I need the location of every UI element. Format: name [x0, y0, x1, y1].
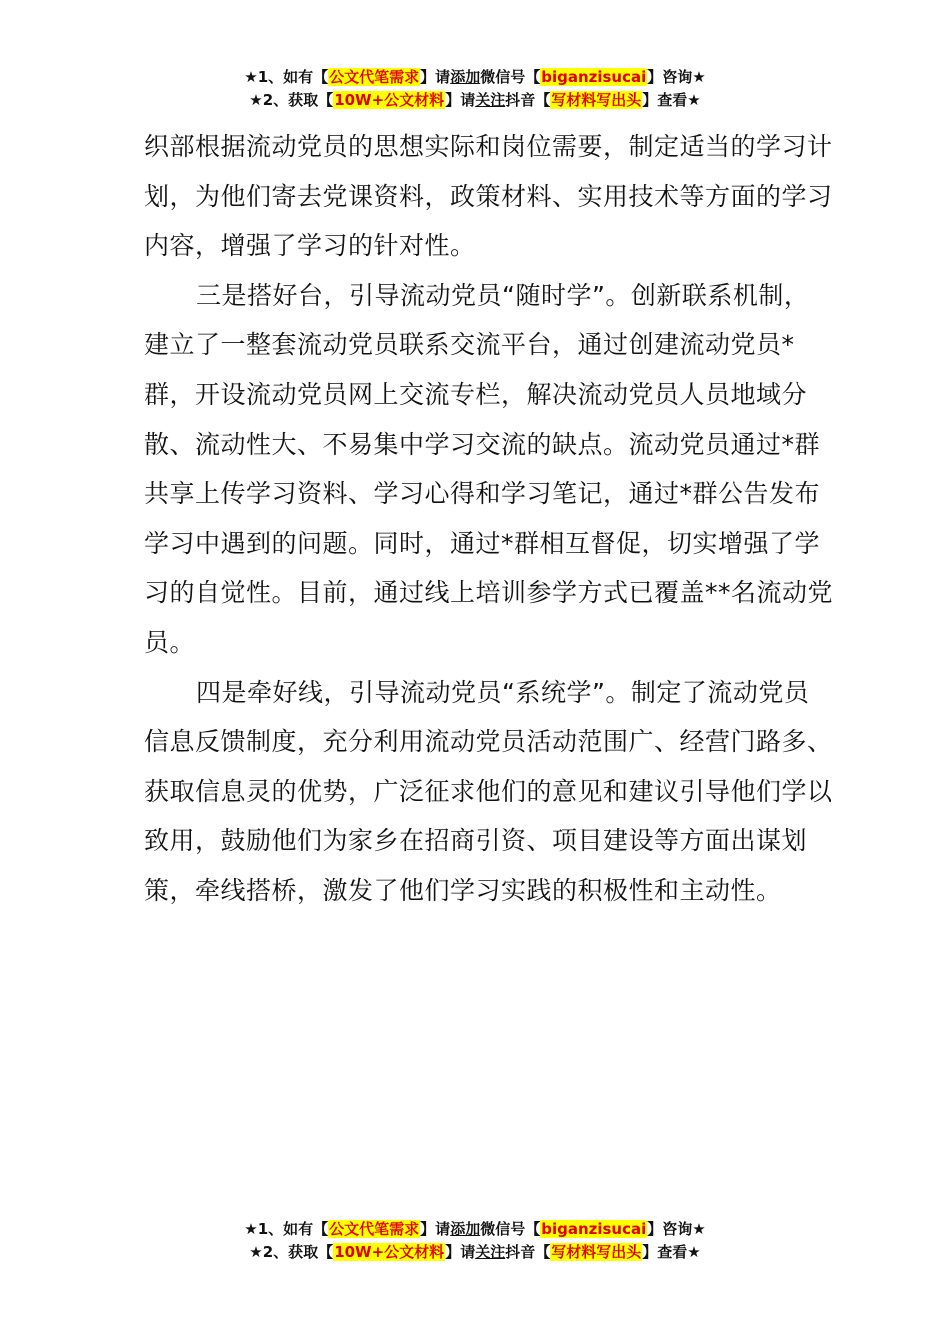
banner-text: 】请 [445, 1243, 476, 1261]
paragraph-1: 织部根据流动党员的思想实际和岗位需要，制定适当的学习计划，为他们寄去党课资料，政策材料、实用技术等方面的学习内容，增强了学习的针对性。 [144, 132, 833, 261]
banner-text: 微信号【 [480, 1220, 541, 1238]
banner-underlined-text: 关注 [475, 91, 506, 109]
banner-highlight: biganzisucai [541, 1220, 647, 1238]
banner-highlight: 公文代笔需求 [329, 68, 420, 86]
banner-text: 】查看★ [642, 91, 701, 109]
banner-text: ★1、如有【 [244, 1220, 329, 1238]
banner-highlight: 10W+公文材料 [334, 1243, 445, 1261]
banner-highlight: biganzisucai [541, 68, 647, 86]
banner-line-1 [0, 1218, 950, 1241]
footer-banner [0, 1218, 950, 1264]
banner-text: ★2、获取【 [249, 91, 334, 109]
banner-underlined-text: 添加 [450, 1220, 481, 1238]
banner-highlight: 公文代笔需求 [329, 1220, 420, 1238]
banner-text: 】请 [445, 91, 476, 109]
banner-line-1 [0, 66, 950, 89]
banner-text: 】咨询★ [647, 68, 706, 86]
banner-text: 】查看★ [642, 1243, 701, 1261]
banner-text: 】请 [420, 1220, 451, 1238]
banner-line-2 [0, 89, 950, 112]
paragraph-3: 四是牵好线，引导流动党员“系统学”。制定了流动党员信息反馈制度，充分利用流动党员活动范围广、经营门路多、获取信息灵的优势，广泛征求他们的意见和建议引导他们学以致用，鼓励他们为家乡在招商引资、项目建设等方面出谋划策，牵线搭桥，激发了他们学习实践的积极性和主动性。 [144, 677, 833, 905]
banner-highlight: 写材料写出头 [551, 91, 642, 109]
banner-text: 】请 [420, 68, 451, 86]
banner-underlined-text: 添加 [450, 68, 481, 86]
banner-underlined-text: 关注 [475, 1243, 506, 1261]
banner-line-2 [0, 1241, 950, 1264]
paragraph-2: 三是搭好台，引导流动党员“随时学”。创新联系机制，建立了一整套流动党员联系交流平台，通过创建流动党员*群，开设流动党员网上交流专栏，解决流动党员人员地域分散、流动性大、不易集中学习交流的缺点。流动党员通过*群共享上传学习资料、学习心得和学习笔记，通过*群公告发布学习中遇到的问题。同时，通过*群相互督促，切实增强了学习的自觉性。目前，通过线上培训参学方式已覆盖**名流动党员。 [144, 280, 834, 657]
banner-highlight: 写材料写出头 [551, 1243, 642, 1261]
banner-text: 微信号【 [480, 68, 541, 86]
banner-text: 抖音【 [505, 1243, 551, 1261]
banner-text: 】咨询★ [647, 1220, 706, 1238]
document-body [144, 122, 834, 916]
banner-text: ★2、获取【 [249, 1243, 334, 1261]
banner-highlight: 10W+公文材料 [334, 91, 445, 109]
banner-text: ★1、如有【 [244, 68, 329, 86]
banner-text: 抖音【 [505, 91, 551, 109]
header-banner [0, 66, 950, 112]
